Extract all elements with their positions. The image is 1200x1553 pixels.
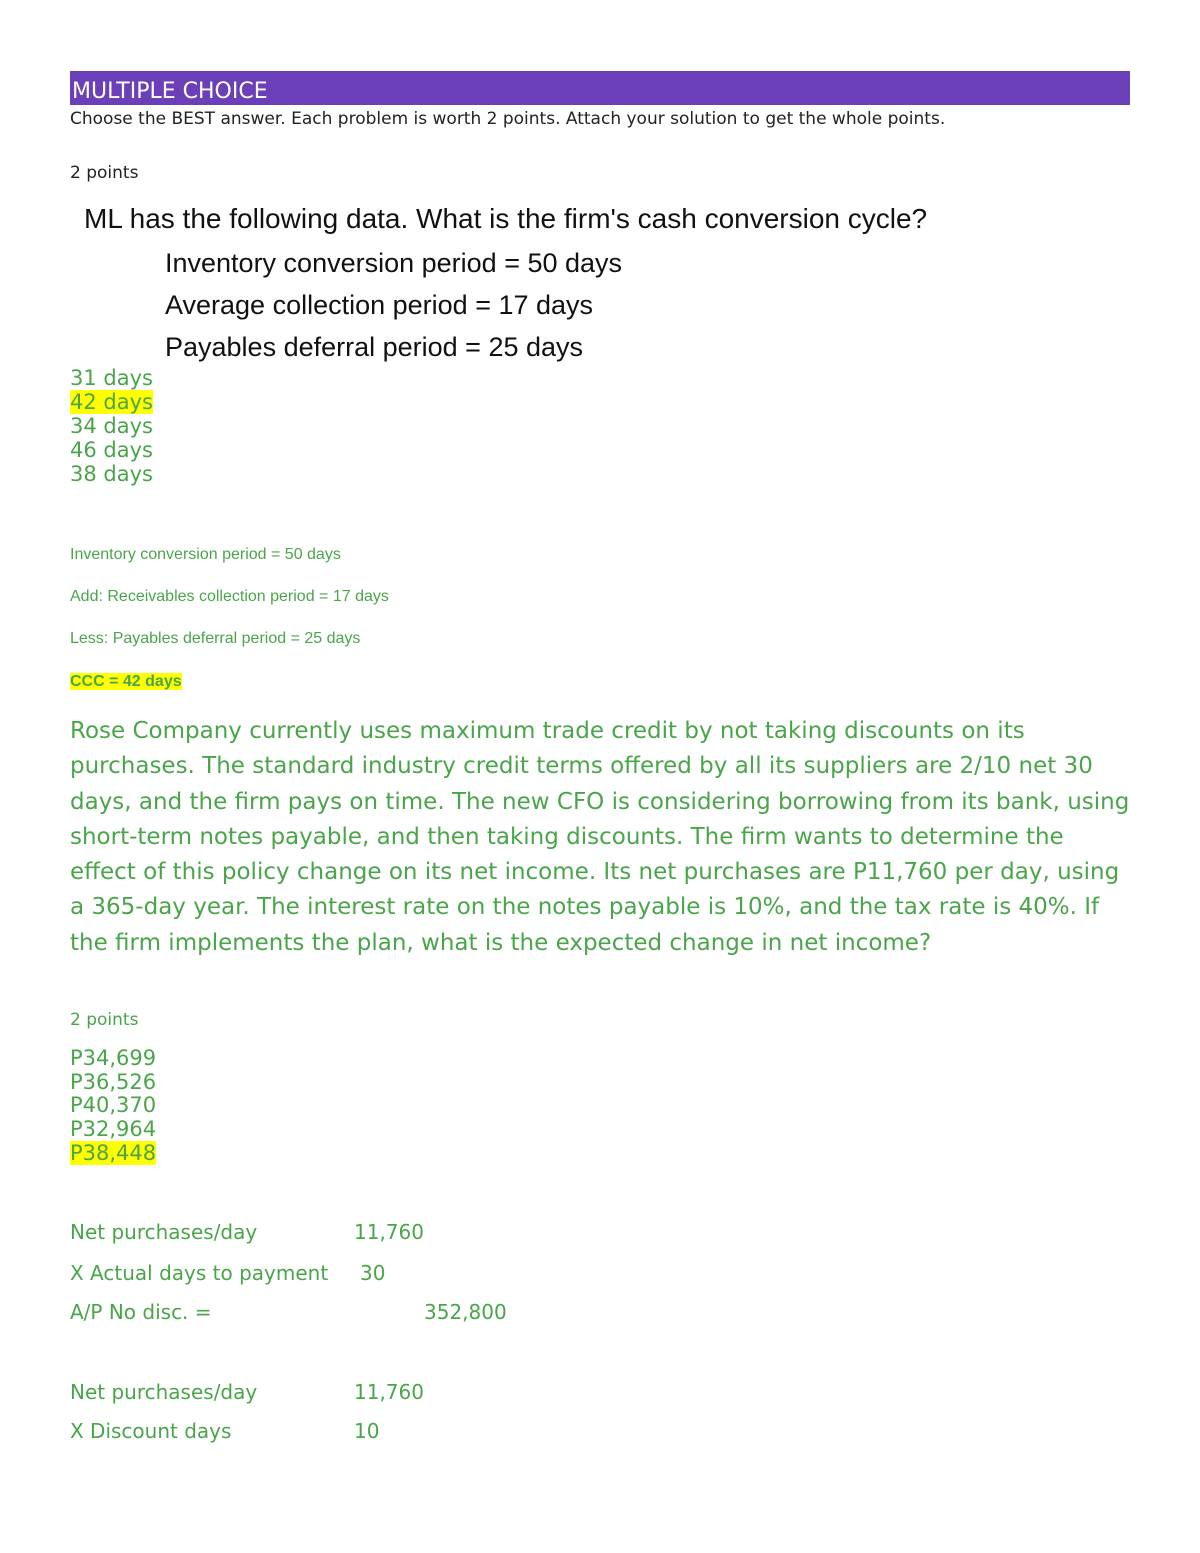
q1-option[interactable]: 38 days [70,462,153,486]
q2-points: 2 points [70,1010,139,1030]
q1-option[interactable]: 46 days [70,438,153,462]
calc-value: 352,800 [424,1300,507,1324]
q1-data-line: Inventory conversion period = 50 days [165,248,623,278]
calc-value: 30 [360,1261,386,1285]
calc-value: 10 [354,1419,380,1443]
q1-data-line: Average collection period = 17 days [165,290,594,320]
answer-highlight: CCC = 42 days [70,673,182,690]
calc-label: A/P No disc. = [70,1300,212,1324]
section-title: MULTIPLE CHOICE [72,79,268,104]
q2-option[interactable]: P34,699 [70,1046,157,1070]
calc-label: Net purchases/day [70,1380,258,1404]
q1-data-line: Payables deferral period = 25 days [165,332,584,362]
section-header [70,71,1130,105]
q1-points: 2 points [70,163,139,183]
q2-text: Rose Company currently uses maximum trade credit by not taking discounts on its purchases. The standard industry credit terms offered by all its suppliers are 2/10 net 30 days, and the firm pays on time. The new CFO is considering borrowing from its bank, using short-term notes payable, and then taking discounts. The firm wants to determine the effect of this policy change on its net income. Its net purchases are P11,760 per day, using a 365-day year. The interest rate on the notes payable is 10%, and the tax rate is 40%. If the firm implements the plan, what is the expected change in net income? [70,718,1130,956]
q2-option[interactable]: P36,526 [70,1070,157,1094]
q1-solution-line: Less: Payables deferral period = 25 days [70,630,361,647]
q1-solution-result [70,673,182,691]
q1-option[interactable]: 31 days [70,366,153,390]
q1-option-correct[interactable] [70,390,153,414]
calc-label: X Discount days [70,1419,232,1443]
instructions-text: Choose the BEST answer. Each problem is worth 2 points. Attach your solution to get the whole points. [70,109,946,129]
q2-option-correct[interactable] [70,1141,156,1165]
q1-option[interactable]: 34 days [70,414,153,438]
calc-label: X Actual days to payment [70,1261,329,1285]
calc-label: Net purchases/day [70,1220,258,1244]
q1-solution-line: Add: Receivables collection period = 17 days [70,588,389,605]
calc-value: 11,760 [354,1220,424,1244]
q1-title: ML has the following data. What is the firm's cash conversion cycle? [84,203,928,234]
q2-option[interactable]: P40,370 [70,1093,157,1117]
answer-highlight: 42 days [70,390,153,414]
q1-solution-line: Inventory conversion period = 50 days [70,546,341,563]
calc-value: 11,760 [354,1380,424,1404]
answer-highlight: P38,448 [70,1141,157,1165]
q2-option[interactable]: P32,964 [70,1117,157,1141]
